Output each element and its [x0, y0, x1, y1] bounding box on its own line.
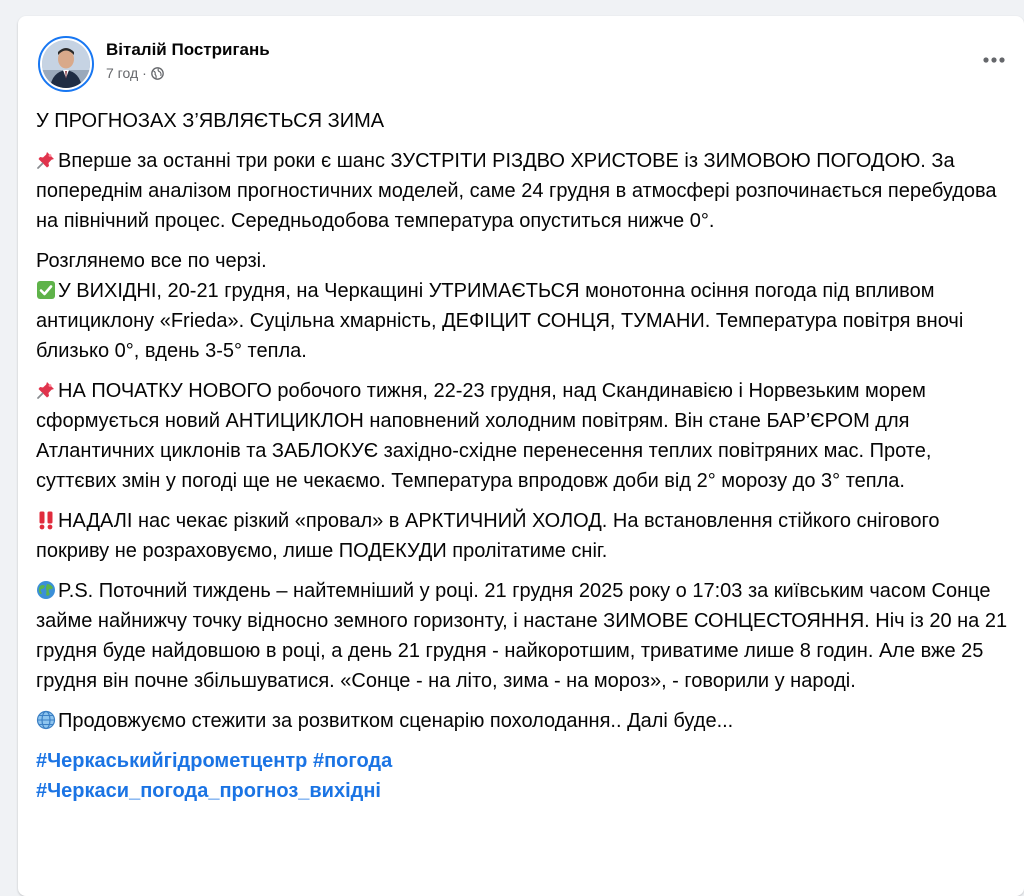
- paragraph-text: P.S. Поточний тиждень – найтемніший у році. 21 грудня 2025 року о 17:03 за київським часом Сонце займе найнижчу точку відносно земного горизонту, і настане ЗИМОВЕ СОНЦЕСТОЯННЯ. Ніч із 20 на 21 грудня буде найдовшою в році, а день 21 грудня - найкоротшим, триватиме лише 8 годин. Але вже 25 грудня він почне збільшуватися. «Сонце - на літо, зима - на мороз», - говорили у народі.: [36, 580, 1008, 692]
- check-mark-icon: [36, 279, 56, 299]
- meta-separator: ·: [142, 65, 147, 81]
- pushpin-icon: [36, 379, 56, 399]
- hashtag-link[interactable]: #Черкаськийгідрометцентр: [36, 750, 308, 772]
- post-title: У ПРОГНОЗАХ З’ЯВЛЯЄТЬСЯ ЗИМА: [36, 110, 385, 132]
- paragraph-solstice: [36, 576, 1008, 696]
- author-avatar[interactable]: [38, 36, 94, 92]
- hashtags: [36, 746, 1008, 806]
- globe-icon[interactable]: [151, 67, 164, 80]
- author-name[interactable]: Віталій Постригань: [106, 40, 270, 59]
- paragraph-text: Вперше за останні три роки є шанс ЗУСТРІТИ РІЗДВО ХРИСТОВЕ із ЗИМОВОЮ ПОГОДОЮ. За попереднім аналізом прогностичних моделей, саме 24 грудня в атмосфері розпочинається перебудова на північний процес. Середньодобова температура опуститься нижче 0°.: [36, 150, 997, 232]
- paragraph-text: НА ПОЧАТКУ НОВОГО робочого тижня, 22-23 грудня, над Скандинавією і Норвезьким морем сформується новий АНТИЦИКЛОН наповнений холодним повітрям. Він стане БАР’ЄРОМ для Атлантичних циклонів та ЗАБЛОКУЄ західно-східне перенесення теплих повітряних мас. Проте, суттєвих змін у погоді ще не чекаємо. Температура впродовж доби від 2° морозу до 3° тепла.: [36, 380, 932, 492]
- hashtag-link[interactable]: #погода: [312, 750, 393, 772]
- more-options-icon: [982, 51, 1006, 69]
- paragraph-lead: Розглянемо все по черзі.: [36, 250, 267, 272]
- post-header: [38, 36, 1008, 92]
- post-card: [18, 16, 1024, 896]
- paragraph-arctic: [36, 506, 1008, 566]
- paragraph-christmas: [36, 146, 1008, 236]
- paragraph-outro: [36, 706, 1008, 736]
- paragraph-weekend: [36, 246, 1008, 366]
- hashtag-link[interactable]: #Черкаси_погода_прогноз_вихідні: [36, 780, 381, 802]
- avatar-photo: [42, 40, 90, 88]
- post-time[interactable]: 7 год: [106, 65, 139, 81]
- pushpin-icon: [36, 149, 56, 169]
- paragraph-text: У ВИХІДНІ, 20-21 грудня, на Черкащині УТРИМАЄТЬСЯ монотонна осіння погода під впливом антициклону «Frieda». Суцільна хмарність, ДЕФІЦИТ СОНЦЯ, ТУМАНИ. Температура повітря вночі близько 0°, вдень 3-5° тепла.: [36, 280, 964, 362]
- globe-meridians-icon: [36, 709, 56, 729]
- paragraph-anticyclone: [36, 376, 1008, 496]
- paragraph-text: Продовжуємо стежити за розвитком сценарію похолодання.. Далі буде...: [58, 710, 734, 732]
- earth-globe-icon: [36, 579, 56, 599]
- post-text: [36, 106, 1008, 806]
- more-options-button[interactable]: [976, 42, 1012, 78]
- double-exclamation-icon: [36, 509, 56, 529]
- paragraph-text: НАДАЛІ нас чекає різкий «провал» в АРКТИЧНИЙ ХОЛОД. На встановлення стійкого снігового покриву не розраховуємо, лише ПОДЕКУДИ пролітатиме сніг.: [36, 510, 940, 562]
- post-meta: [106, 65, 164, 81]
